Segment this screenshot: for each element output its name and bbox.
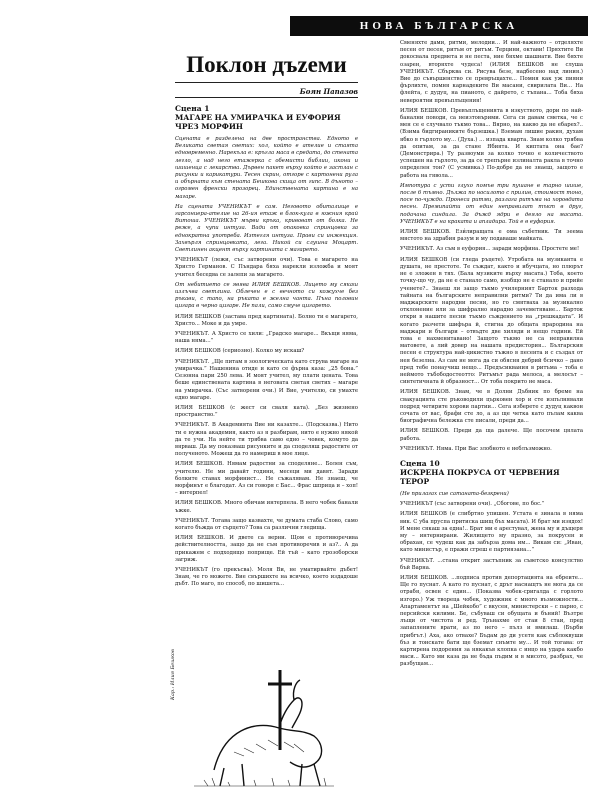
dialogue-line: УЧЕНИКЪТ. Тогава защо казвахте, че думата стаба Слово, само когато бъжда от сърцето? Това са различни гледища.	[175, 517, 358, 531]
dialogue-line: ИЛИЯ БЕШКОВ. Превъплъщенията в изкуството, дори по най-банални поводи, са неизтовърими. Сега си давам сметка, че с мен се е случвало тъкмо това... Вярно, на какво да не ебарех?.. (Взима бидгираниките бързешка.) Вземам лишие ракия, духам ябко в гърлото му... (Духа.) ... изпада кварта. Знам колко трябва да опитам, за да стане Ябията. И киптата она бае? (Демонстрира.) Ту развоуми за колко точно е количеството успешен на гърлото, за да се трепърне излиналта ракла в точно определен тон? (С усмивка.) По-добре да не знаеш, защото е работа на гявола...	[400, 107, 583, 179]
dialogue-line: ИЛИЯ БЕШКОВ (е слибртно упишен. Устата е зинала в няма вик. С уба пруспа притиска шищ бъх масата). И брат ми изядох! И мене сякаш за една!.. Брат ми е арестувал, жена му и дъщеря му – интернирани. Жилището му празно, за покрусен и обрахан, се чудеш как да забърза дома им... Викам си: „Иван, като министър, е пражи сгреш е партиязана…”	[400, 511, 583, 554]
dialogue-line: ИЛИЯ БЕШКОВ (си гледа ръцете). Утробата на музиканта е душата, не престоте. Те съждат, както и ибучцата, но плюрът не е зложен в тях. (Бала музиките върху масата.) Тоба, което точку-що чу, да не е станало само, изобщо не е станало и прийе ученете?.. Знаеш ли защо тъкмо училерният Барток разхода тайната на българските неправилни ритми? Ти да има ли в маджарските народни песни, но го смятваха за музикално отклонение или за шифрално нарадно зачеметяване... Барток откри в нашите песни тъкмо съждението на „грешкадата”. И когато разчети шифъра й, стигна до общата прародина на маджари и българи – отвъдте две хиляди и нещо години. Ей това е нахменитавано! Защото тъкмо не са неправилна матовете, а лий довер на нашата предистория... Българския песен е структура най-цикистно тъжно в песента и с създал от нея безелна. Аз сам не мога да си обясня дебрий бсичко – дано пред тебе понаучиш нещо... Предъсиквания в ритъма – тоба е неймото тъбободостеотто: Ритъмът рада мелоса, а мелосът – синтетичната й образност... От тоба покрито не маса.	[400, 256, 583, 386]
dialogue-line: УЧЕНИКЪТ. Няма. При Вас злобното е неблъзможно.	[400, 445, 552, 452]
dialogue-line: УЧЕНИКЪТ. В Академията Вие ни казахте... (Подсказва.) Нито ти е нужна академия, както аз я разбирам, нито е нужно някой да те учи. На нейте ти трябва само едно – човек, комуто да вярваш. Да му показваш рисунките и да споделяш радостите от полученото. Можеш да го намериш в мое лице.	[175, 422, 358, 458]
scene-title: МАГАРЕ НА УМИРАЧКА И ЕУФОРИЯ ЧРЕЗ МОРФИН	[175, 113, 341, 131]
dialogue-line: ИЛИЯ БЕШКОВ (с жест си сваля ката). „Без жизнено пространство.”	[175, 404, 358, 419]
dialogue-line: ИЛИЯ БЕШКОВ (застава пред картината). Болно ти е магарето, Христо... Моке и да умре.	[175, 313, 358, 327]
article-author: Боян Папазов	[175, 87, 358, 98]
dialogue-line: УЧЕНИКЪТ. Аз съм в еуфория... заради морфина. Простете ме!	[400, 246, 580, 253]
dialogue-line: ИЛИЯ БЕШКОВ. Знам, че в Долни Дъбник по бреме на свакуацията сте ръководили църковен хор и сте изпълнявали подред четирите хорови партии... Сега изберете с дудуц каквон сочата от вас, брафи сте ло, а аз ще четка като пълам каква биографична бележка сте писали, преди да...	[400, 389, 583, 425]
donkey-illustration	[184, 660, 344, 792]
dialogue-line: УЧЕНИКЪТ. „Ще питам в зоологическата като струва магаре на умирачка.” Нашенина отиде и като се фърна каза: „25 бона.” Сезонна пари 250 лева. И моят учител, му плати цената. Това беше единствената картина в неговата светая светих – магаре на умирачка. (Със затворени очи.) И Вие, учителю, си умахте едно магаре.	[175, 358, 358, 401]
dialogue-line: ИЛИЯ БЕШКОВ. Много обичам интерпела. В него чобек банали ъжке.	[175, 500, 358, 514]
stage-direction: Сцената е разделена на две пространства. Едното е Великата светая светих: хол, който е ателие и стаята едновременно. Нарекъла е: кръгла маса в средата, до стената легло, а над него етажерка с обемисти библии, икони и шишенца с лекарства. Дървен пакет върху който е застлан с рисунки и карикатури. Тесен скрин, отгоре с картонени рула и обърната към стената Бешкова скица от гипс. В дъното – огромен френски прозорец. Единствената картина е на магаре.	[175, 136, 358, 200]
dialogue-line: УЧЕНИКЪТ (го прекъсва). Моля Ви, не уматирвайте дъбет! Знам, че го можете. Вие свършихте на всичко, което издадоше дъбт. По маго, по способ, по шишета...	[175, 566, 358, 588]
scene-number: Сцена 10	[400, 458, 440, 468]
stage-direction: (Не прилагах сие сатаната-безкрени)	[400, 490, 509, 497]
dialogue-line: ИЛИЯ БЕШКОВ. Нямам радостни за споделяне... Болен съм, учителю. Не ми давайт години, месеци ми давят. Заради болките ставах морфинист... Не съжалявам. Не знаеш, че морфинът е благодат. Аз си говоря с Бас... Фрас шприца и – хоп! – интерпел!	[175, 461, 358, 497]
dialogue-line: ИЛИЯ БЕШКОВ. ...подписа против депортацията на ебреите... Ще го пуснат. А като го пуснат, с дрът наснащтъ не мога да се отрабя, освен с един... (Показва чобек-сригалда с горлото изгоро.) Уж твореца чобек, художник с много възможности... Апартаментът на „Шейкобо” с вкусен, министерски – с парно, с персийски килими. Бе, събуваш си обущата и бъний! Възтре лъщи от чистота и ред. Трънахме от стаи 8 стаи, пред запаплените врати, аз по него – пълз и вмилаш. (Бърби прибгът.) Аха, ако отвахе? Бъдам до ди усетя как съблоквуши бъз и тонскате бати ще бземат снъмте му... И той тогава: от картирена подорения за някакъв клопка с инцо на удара какбо маси... Като ми каза да не бъда пъдим и в мисото, разбрах, че разбущам...	[400, 575, 583, 668]
section-banner: НОВА БЪЛГАРСКА	[290, 16, 588, 36]
scene-title: ИСКРЕНА ПОКРУСА ОТ ЧЕРВЕНИЯ ТЕРОР	[400, 467, 560, 486]
dialogue-line: УЧЕНИКЪТ. А Христо се хили: „Градско магаре... Вкъщи няма, наша няма...”	[175, 331, 358, 345]
dialogue-line: УЧЕНИКЪТ. ...стана открит застъпник за съветско консулство бъй Варна.	[400, 557, 583, 571]
dialogue-line: ИЛИЯ БЕШКОВ. Преди да ща далече. Ще посочем цялата работа.	[400, 428, 583, 442]
stage-direction: Импотура с усти глухо помъв три пушане в тарно шише, после 6 тъмно. Дължа по носилото с прилив, стоимост тоно, посе по-чуждо. Пронеса ритми, разлага ритъма на хоровдата песен. Премипайти от един неправилат тъкт в друг, подачана синдила. За дъжд ядри е деяло на масата. УЧЕНИКЪТ е на краката и апладира. Той е в еуфория.	[400, 182, 583, 225]
illustration-credit: Кар.: Илия Бешков	[170, 649, 176, 700]
dialogue-line: ИЛИЯ БЕШКОВ (сериозно). Колко му искаш?	[175, 348, 305, 355]
dialogue-line: ИЛИЯ БЕШКОВ. Ези́лиращата е ома събетник. Ти зеема мястото на здрабия разум и му подаваше майката.	[400, 229, 583, 243]
dialogue-line: УЧЕНИКЪТ (лежи, със затворени очи). Това е магарето на Христо Германов. С Пъндара бяха нарекли изложба и моят учител беседва се залепи за магарето.	[175, 257, 358, 278]
dialogue-line: Сменяхте дами, ритми, мелодии… И най-важното – отделяхте песен от песен, ритъм от ритъм. Терцини, октави! Пряхтите Ви докосвала предмета и не песта, ние бяхме шашнати. Вие бяхте озарен, вторяхте чудеса! (ИЛИЯ БЕШКОВ не слуша УЧЕНИКЪТ. Сбърква си. Рисува безе, надбесено над линия.) Вие до съвършенство се превръщахте... Помня как уж пияни фърлихте, помня карнадеките Ви масани, свирилата Ви... На флейта, с дудуц, на пианото, с дайрето, с тъпана... Тоба бяха невероятни превъплъщения!	[400, 40, 583, 104]
left-column	[175, 40, 358, 592]
stage-direction: От небитието се явява ИЛИЯ БЕШКОВ. Лицето му сякаш излъчва светлина. Облечен е с вечното си кожухче без ръкави, с тапо, на ръката е желна чанта. Пъна половин цигара в черно цигаре. Не пали, само смуче цигарето.	[175, 281, 358, 310]
scene-number: Сцена 1	[175, 104, 210, 113]
article-title: Поклон дъzеми	[175, 50, 358, 83]
stage-direction: На сцената УЧЕНИКЪТ е сам. Неговото обиталище е гарсониера-ателие на 26-ия етаж в блок-кула в южния край Витоша. УЧЕНИКЪТ мърви кръка, кривоват от болка. Не реже, а чупи интуза. Вади от опаковка спринцовка за еднократна употреба. Изтегля интуза. Прави си инжекция. Захвърля спринцовката, лега. Никой си слушна Моцарт. Светлинен акцент върху картината с магарето.	[175, 203, 358, 254]
dialogue-line: УЧЕНИКЪТ (със затворени очи). „Сбогове, по бос.”	[400, 501, 545, 508]
dialogue-line: ИЛИЯ БЕШКОВ. И двете са верни. Щом е противоречива действителността, защо да не съм противоречив и аз?.. А да прикажем с подходящо поприще. Ей тъй – като грозоборски загриж.	[175, 535, 358, 563]
right-column	[400, 40, 583, 672]
